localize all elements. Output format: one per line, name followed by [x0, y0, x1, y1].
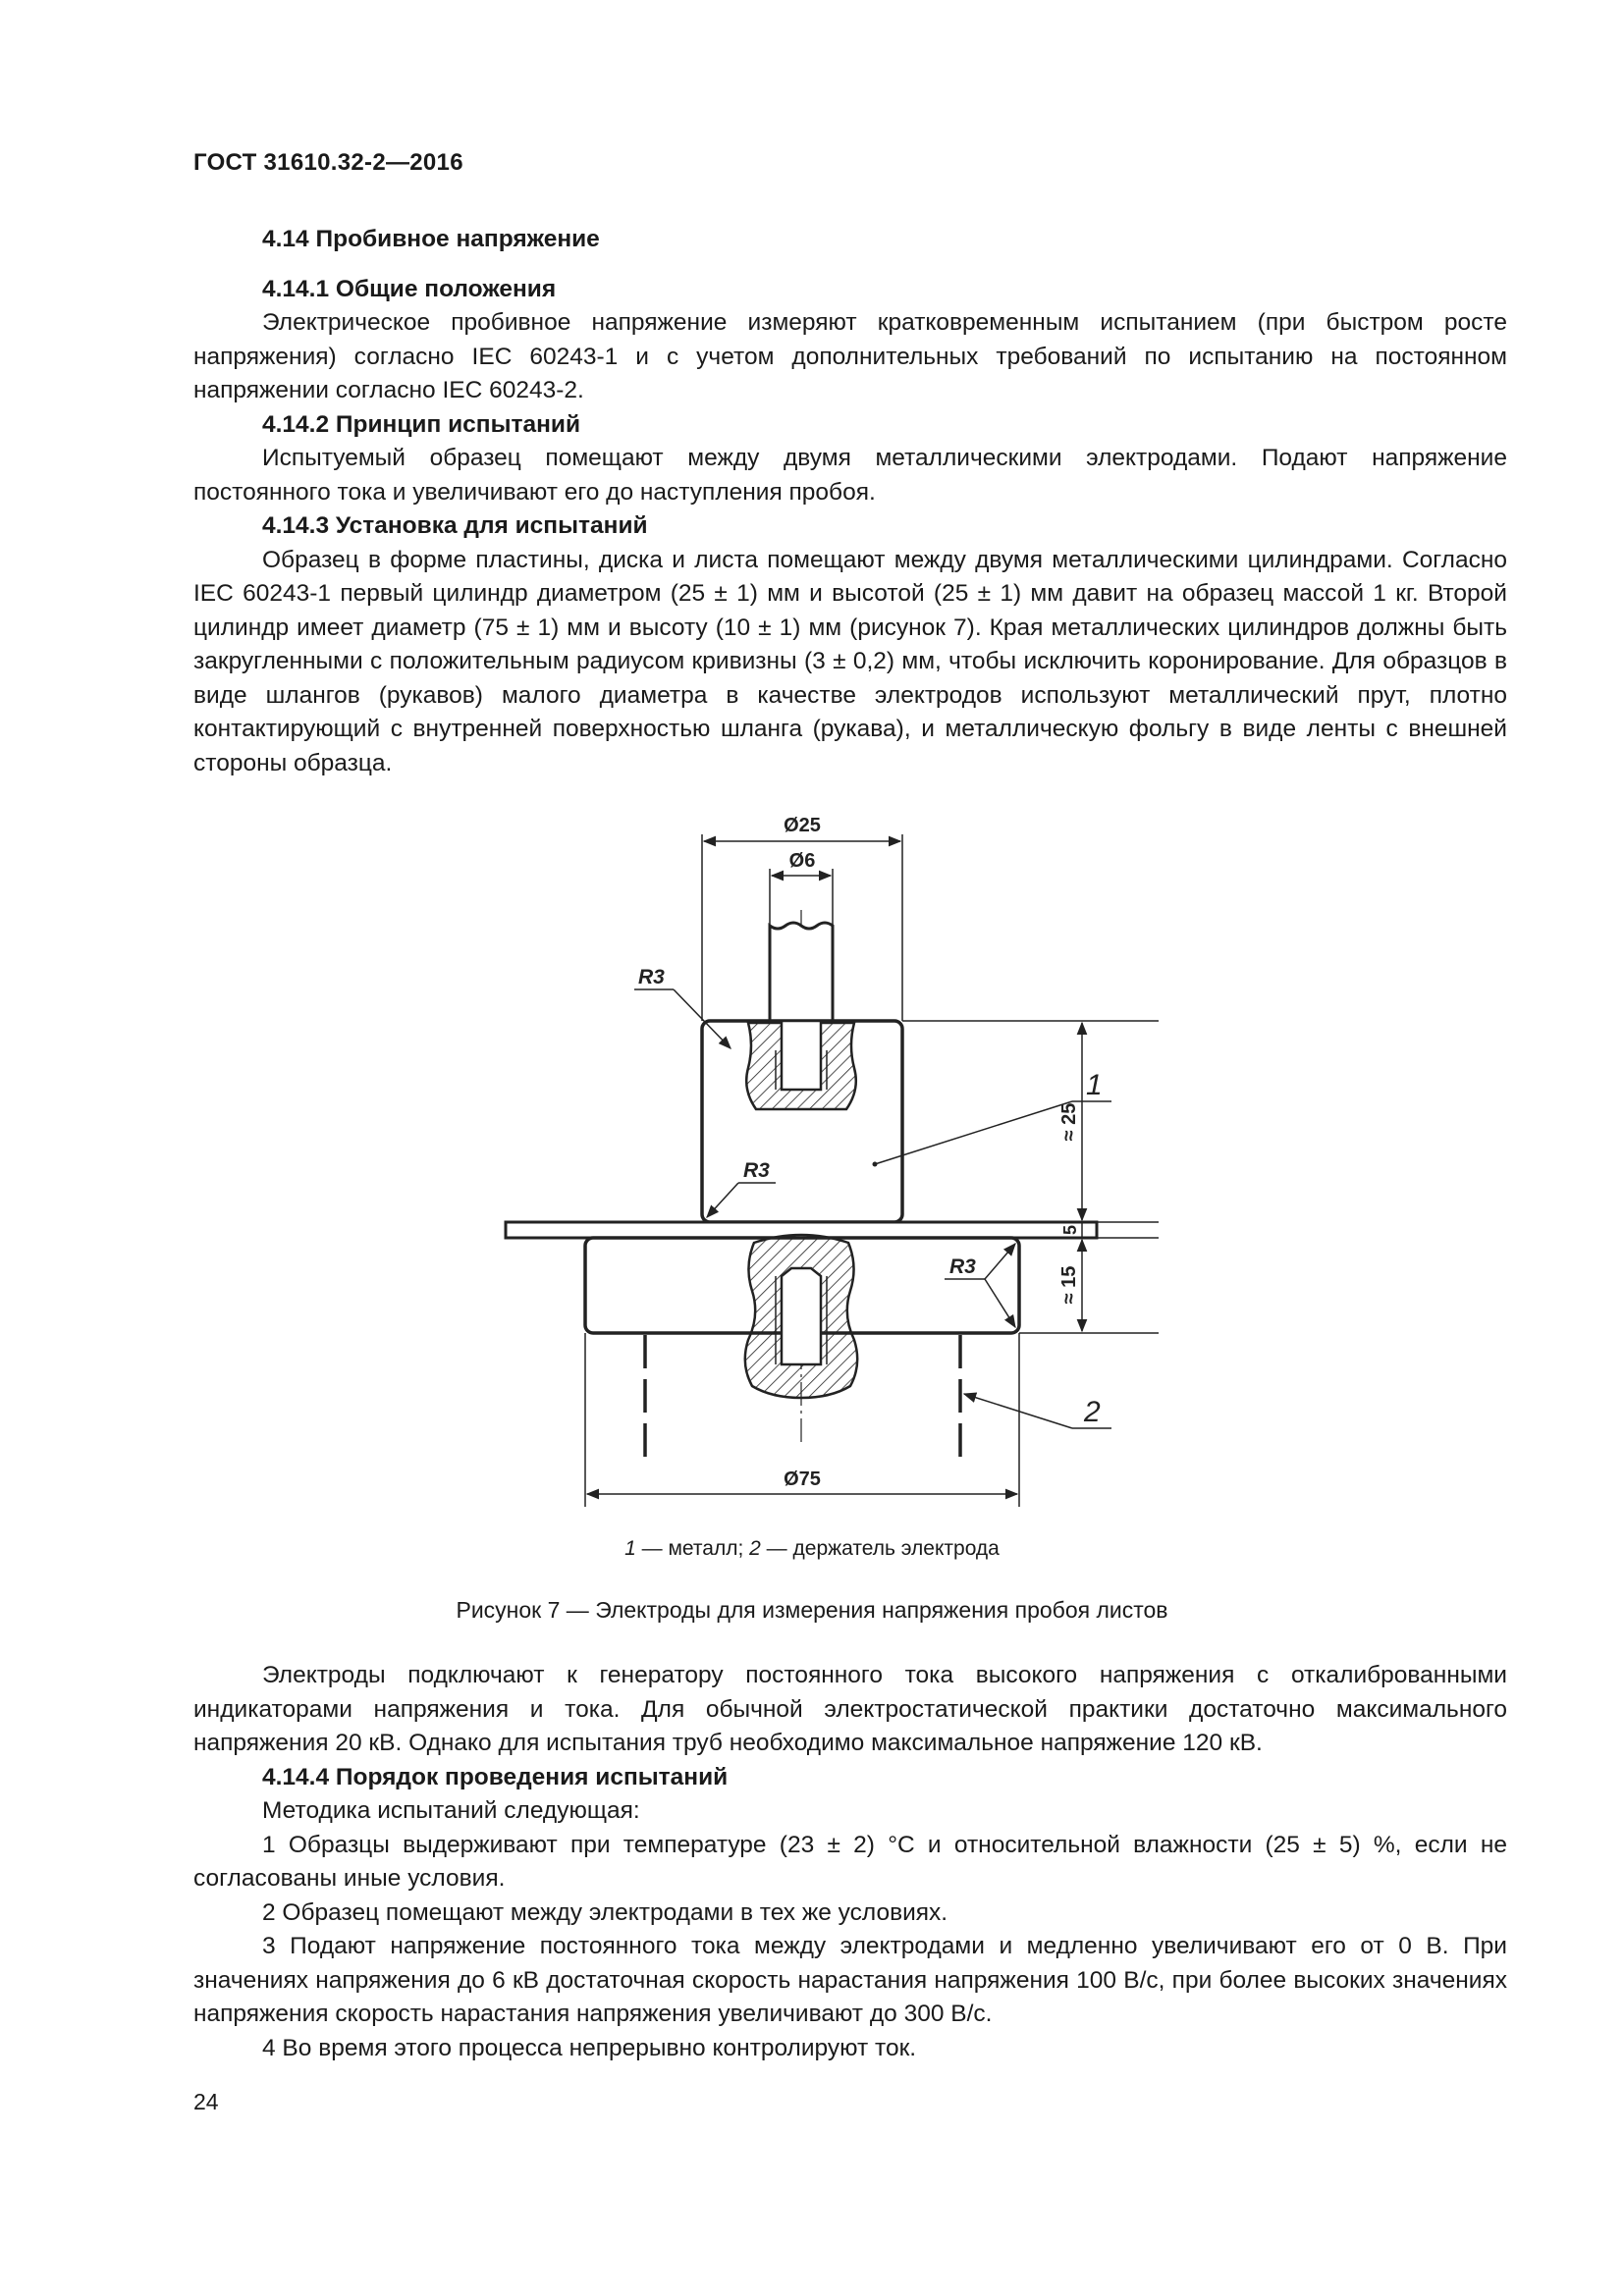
electrode-figure: [491, 815, 1159, 1522]
procedure-item-3: 3 Подают напряжение постоянного тока между электродами и медленно увеличивают его от 0 В. При значениях напряжения до 6 кВ достаточная скорость нарастания напряжения 100 В/с, при более высоких значениях напряжения скорость нарастания напряжения увеличивают до 300 В/с.: [193, 1933, 1507, 2027]
dim-height-15: ≈ 15: [1058, 1265, 1080, 1305]
dim-thickness-5: 5: [1060, 1224, 1080, 1236]
paragraph-electrodes: Электроды подключают к генератору постоянного тока высокого напряжения с откалиброванными индикаторами напряжения и тока. Для обычной электростатической практики достаточно максимального напряжения 20 кВ. Однако для испытания труб необходимо максимальное напряжение 120 кВ.: [193, 1662, 1507, 1756]
dim-diameter-25: Ø25: [784, 815, 821, 836]
legend-num-2: 2: [749, 1537, 761, 1560]
section-title: 4.14 Пробивное напряжение: [262, 226, 600, 252]
lower-text: [193, 1659, 1507, 2065]
figure-legend: [0, 1537, 1624, 1561]
upper-thread-hole: [782, 1021, 821, 1090]
callout-1: 1: [1086, 1069, 1103, 1101]
subsection-title-procedure: 4.14.4 Порядок проведения испытаний: [262, 1763, 729, 1790]
paragraph-principle: Испытуемый образец помещают между двумя металлическими электродами. Подают напряжение постоянного тока и увеличивают его до наступления пробоя.: [193, 445, 1507, 506]
paragraph-general: Электрическое пробивное напряжение измеряют кратковременным испытанием (при быстром росте напряжения) согласно IEC 60243-1 и с учетом дополнительных требований по испытанию на постоянном напряжении согласно IEC 60243-2.: [193, 309, 1507, 403]
procedure-item-2: 2 Образец помещают между электродами в тех же условиях.: [262, 1898, 948, 1926]
radius-label-lower: R3: [949, 1255, 976, 1278]
subsection-title-general: 4.14.1 Общие положения: [262, 275, 557, 302]
legend-num-1: 1: [624, 1537, 636, 1560]
subsection-title-principle: 4.14.2 Принцип испытаний: [262, 410, 581, 438]
electrode-drawing: [491, 815, 1159, 1522]
paragraph-setup: Образец в форме пластины, диска и листа помещают между двумя металлическими цилиндрами. Согласно IEC 60243-1 первый цилиндр диаметром (25 ± 1) мм и высотой (25 ± 1) мм давит на образец массой 1 кг. Второй цилиндр имеет диаметр (75 ± 1) мм и высоту (10 ± 1) мм (рисунок 7). Края металлических цилиндров должны быть закругленными с положительным радиусом кривизны (3 ± 0,2) мм, чтобы исключить коронирование. Для образцов в виде шлангов (рукавов) малого диаметра в качестве электродов используют металлический прут, плотно контактирующий с внутренней поверхностью шланга (рукава), и металлическую фольгу в виде ленты с внешней стороны образца.: [193, 546, 1507, 776]
upper-text: [193, 223, 1507, 780]
dim-height-25: ≈ 25: [1058, 1102, 1080, 1142]
procedure-intro: Методика испытаний следующая:: [262, 1797, 640, 1824]
procedure-item-4: 4 Во время этого процесса непрерывно контролируют ток.: [262, 2034, 917, 2061]
legend-text-1: — металл;: [635, 1537, 750, 1560]
figure-caption: Рисунок 7 — Электроды для измерения напряжения пробоя листов: [456, 1597, 1168, 1623]
dim-diameter-75: Ø75: [784, 1468, 821, 1490]
document-header: ГОСТ 31610.32-2—2016: [193, 149, 463, 176]
lower-thread-hole: [782, 1268, 821, 1364]
procedure-item-1: 1 Образцы выдерживают при температуре (23 ± 2) °C и относительной влажности (25 ± 5) %, если не согласованы иные условия.: [193, 1831, 1507, 1892]
subsection-title-setup: 4.14.3 Установка для испытаний: [262, 512, 648, 539]
radius-label-top: R3: [638, 966, 665, 988]
dim-diameter-6: Ø6: [788, 850, 816, 872]
page-number: 24: [193, 2089, 219, 2114]
top-rod: [770, 923, 833, 1021]
callout-2: 2: [1084, 1396, 1101, 1428]
legend-text-2: — держатель электрода: [760, 1537, 1000, 1560]
radius-label-mid: R3: [743, 1159, 770, 1182]
